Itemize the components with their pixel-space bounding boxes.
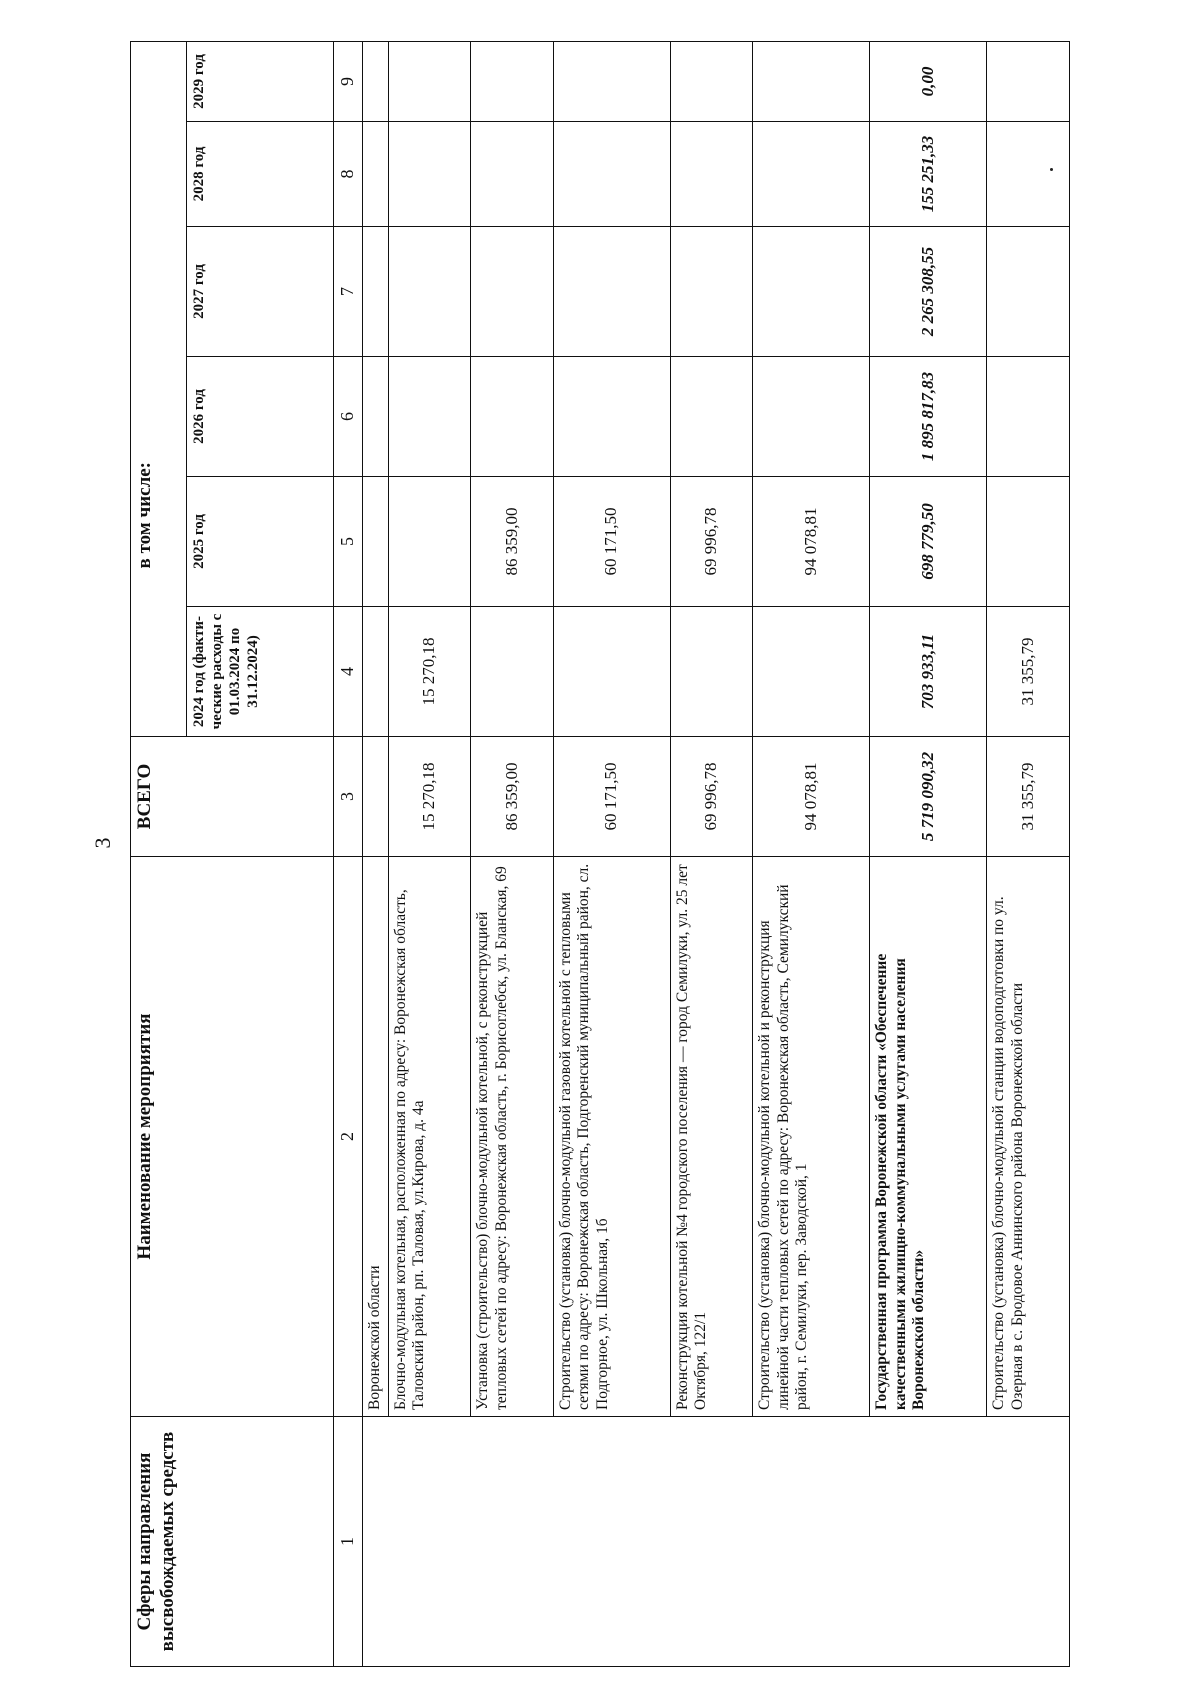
value-2024 bbox=[363, 607, 389, 737]
value-2025: 94 078,81 bbox=[753, 477, 870, 607]
total-value: 94 078,81 bbox=[753, 737, 870, 857]
value-2028 bbox=[670, 122, 752, 227]
value-2024 bbox=[471, 607, 553, 737]
value-2026 bbox=[363, 357, 389, 477]
event-name: Воронежской области bbox=[363, 857, 389, 1417]
header-2026: 2026 год bbox=[186, 357, 333, 477]
header-2024: 2024 год (факти-ческие расходы с 01.03.2024 по 31.12.2024) bbox=[186, 607, 333, 737]
total-value: 86 359,00 bbox=[471, 737, 553, 857]
header-2027: 2027 год bbox=[186, 227, 333, 357]
index-cell: 2 bbox=[334, 857, 363, 1417]
value-2029 bbox=[388, 41, 470, 121]
value-2026 bbox=[987, 357, 1070, 477]
value-2026 bbox=[753, 357, 870, 477]
value-2028 bbox=[388, 122, 470, 227]
value-2027: 2 265 308,55 bbox=[870, 227, 987, 357]
value-2027 bbox=[987, 227, 1070, 357]
event-name: Реконструкция котельной №4 городского поселения — город Семилуки, ул. 25 лет Октября, 122/1 bbox=[670, 857, 752, 1417]
value-2024 bbox=[753, 607, 870, 737]
index-cell: 7 bbox=[334, 227, 363, 357]
event-name: Строительство (установка) блочно-модульной станции водоподготовки по ул. Озерная в с. Бродовое Аннинского района Воронежской области bbox=[987, 857, 1070, 1417]
header-2028: 2028 год bbox=[186, 122, 333, 227]
value-2027 bbox=[553, 227, 670, 357]
value-2026 bbox=[471, 357, 553, 477]
value-2029 bbox=[471, 41, 553, 121]
value-2025: 60 171,50 bbox=[553, 477, 670, 607]
value-2029 bbox=[363, 41, 389, 121]
total-value: 69 996,78 bbox=[670, 737, 752, 857]
total-value: 5 719 090,32 bbox=[870, 737, 987, 857]
value-2027 bbox=[388, 227, 470, 357]
total-value: 60 171,50 bbox=[553, 737, 670, 857]
value-2028 bbox=[553, 122, 670, 227]
value-2024 bbox=[553, 607, 670, 737]
total-value: 15 270,18 bbox=[388, 737, 470, 857]
value-2028 bbox=[471, 122, 553, 227]
event-name: Строительство (установка) блочно-модульной газовой котельной с тепловыми сетями по адресу: Воронежская область, Подгоренский муниципальный район, сл. Подгорное, ул. Школьная, 1б bbox=[553, 857, 670, 1417]
value-2029 bbox=[987, 41, 1070, 121]
value-2025: 69 996,78 bbox=[670, 477, 752, 607]
total-value bbox=[363, 737, 389, 857]
value-2027 bbox=[753, 227, 870, 357]
value-2024 bbox=[670, 607, 752, 737]
index-cell: 3 bbox=[334, 737, 363, 857]
value-2029 bbox=[553, 41, 670, 121]
value-2029 bbox=[670, 41, 752, 121]
value-2029 bbox=[753, 41, 870, 121]
value-2027 bbox=[363, 227, 389, 357]
value-2026 bbox=[670, 357, 752, 477]
event-name: Государственная программа Воронежской области «Обеспечение качественными жилищно-коммунальными услугами населения Воронежской области» bbox=[870, 857, 987, 1417]
value-2027 bbox=[670, 227, 752, 357]
header-total: ВСЕГО bbox=[131, 737, 334, 857]
index-cell: 6 bbox=[334, 357, 363, 477]
value-2025: 86 359,00 bbox=[471, 477, 553, 607]
expenditure-table bbox=[130, 41, 1070, 1667]
value-2025 bbox=[987, 477, 1070, 607]
value-2025 bbox=[388, 477, 470, 607]
value-2028 bbox=[363, 122, 389, 227]
value-2025: 698 779,50 bbox=[870, 477, 987, 607]
value-2029: 0,00 bbox=[870, 41, 987, 121]
header-event-name: Наименование мероприятия bbox=[131, 857, 334, 1417]
index-cell: 1 bbox=[334, 1417, 363, 1667]
event-name: Установка (строительство) блочно-модульной котельной, с реконструкцией тепловых сетей по адресу: Воронежская область, г. Борисоглебск, ул. Бланская, 69 bbox=[471, 857, 553, 1417]
header-2029: 2029 год bbox=[186, 41, 333, 121]
index-cell: 9 bbox=[334, 41, 363, 121]
value-2026: 1 895 817,83 bbox=[870, 357, 987, 477]
index-cell: 8 bbox=[334, 122, 363, 227]
header-2025: 2025 год bbox=[186, 477, 333, 607]
header-spheres: Сферы направления высвобождаемых средств bbox=[131, 1417, 334, 1667]
index-cell: 5 bbox=[334, 477, 363, 607]
column-index-row bbox=[334, 41, 363, 1666]
value-2024: 31 355,79 bbox=[987, 607, 1070, 737]
value-2026 bbox=[388, 357, 470, 477]
event-name: Строительство (установка) блочно-модульной котельной и реконструкция линейной части тепловых сетей по адресу: Воронежская область, Семилукский район, г. Семилуки, пер. Заводской, 1 bbox=[753, 857, 870, 1417]
value-2028 bbox=[987, 122, 1070, 227]
value-2027 bbox=[471, 227, 553, 357]
total-value: 31 355,79 bbox=[987, 737, 1070, 857]
value-2026 bbox=[553, 357, 670, 477]
value-2024: 15 270,18 bbox=[388, 607, 470, 737]
event-name: Блочно-модульная котельная, расположенная по адресу: Воронежская область, Таловский район, рп. Таловая, ул.Кирова, д. 4а bbox=[388, 857, 470, 1417]
table-row bbox=[363, 41, 389, 1666]
value-2024: 703 933,11 bbox=[870, 607, 987, 737]
value-2028 bbox=[753, 122, 870, 227]
value-2028: 155 251,33 bbox=[870, 122, 987, 227]
header-including: в том числе: bbox=[131, 41, 187, 736]
sphere-cell bbox=[363, 1417, 1070, 1667]
header-row-1 bbox=[131, 41, 187, 1666]
value-2025 bbox=[363, 477, 389, 607]
index-cell: 4 bbox=[334, 607, 363, 737]
page-number: 3 bbox=[90, 837, 115, 849]
rotated-table-wrapper bbox=[130, 42, 1070, 1667]
